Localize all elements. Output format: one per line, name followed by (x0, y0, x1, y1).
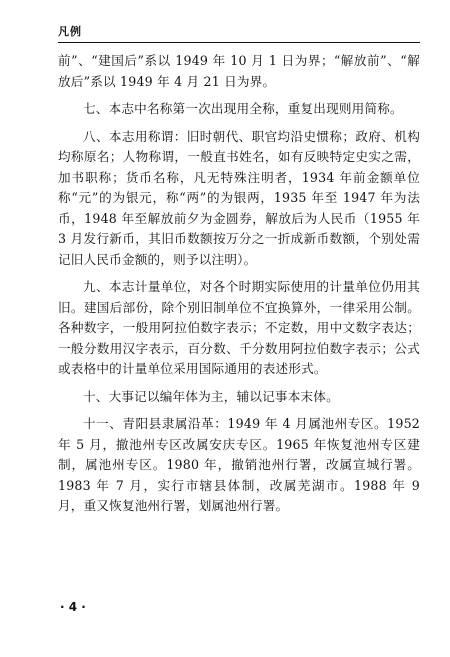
page-number: · 4 · (60, 600, 86, 614)
section-header-label: 凡例 (58, 25, 82, 38)
paragraph-item-11: 十一、青阳县隶属沿革：1949 年 4 月属池州专区。1952 年 5 月，撤池州专区改属安庆专区。1965 年恢复池州专区建制，属池州专区。1980 年，撤销池州行署，改属宣城行署。1983 年 7 月，实行市辖县体制，改属芜湖市。1988 年 9 月，重又恢复池州行署，划属池州行署。 (58, 416, 420, 513)
header-divider (58, 42, 420, 43)
paragraph-item-8: 八、本志用称谓：旧时朝代、职官均沿史惯称；政府、机构均称原名；人物称谓，一般直书姓名，如有反映特定史实之需，加书职称；货币名称，凡无特殊注明者，1934 年前金额单位称“元”的为银元，称“两”的为银两，1935 年至 1947 年为法币，1948 年至解放前夕为金圆券，解放后为人民币（1955 年 3 月发行新币，其旧币数额按万分之一折成新币数额，个别处需记旧人民币金额的，则予以注明）。 (58, 128, 420, 267)
paragraph-continuation: 前”、“建国后”系以 1949 年 10 月 1 日为界；“解放前”、“解放后”系以 1949 年 4 月 21 日为界。 (58, 53, 420, 89)
paragraph-item-10: 十、大事记以编年体为主，辅以记事本末体。 (83, 388, 339, 404)
document-body (58, 51, 420, 517)
paragraph-item-7: 七、本志中名称第一次出现用全称，重复出现则用简称。 (83, 101, 403, 116)
paragraph-item-9: 九、本志计量单位，对各个时期实际使用的计量单位仍用其旧。建国后部份，除个别旧制单位不宜换算外，一律采用公制。各种数字，一般用阿拉伯数字表示；不定数，用中文数字表达；一般分数用汉字表示，百分数、千分数用阿拉伯数字表示；公式或表格中的计量单位采用国际通用的表述形式。 (58, 279, 420, 376)
